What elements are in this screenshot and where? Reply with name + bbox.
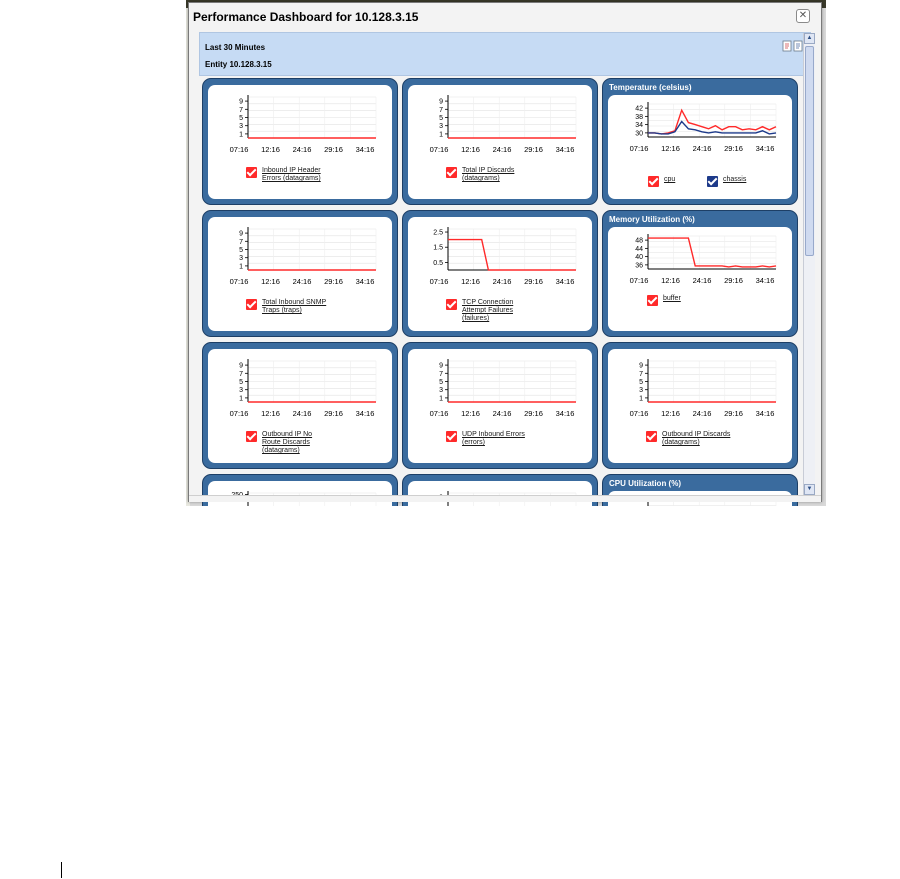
legend-item[interactable] (246, 299, 326, 315)
dialog-bottom-edge (189, 495, 821, 502)
x-tick-label: 29:16 (324, 145, 343, 154)
line-chart (408, 349, 594, 429)
x-tick-label: 12:16 (661, 276, 680, 285)
y-tick-label: 30 (635, 130, 643, 138)
panel-inbound-ip-header-errors (202, 78, 398, 205)
y-tick-label: 7 (239, 238, 243, 246)
series-label[interactable]: UDP Inbound Errors (errors) (462, 431, 525, 446)
x-tick-label: 12:16 (261, 277, 280, 286)
y-tick-label: 7 (239, 106, 243, 114)
series-label[interactable]: cpu (664, 176, 676, 183)
x-tick-label: 12:16 (661, 409, 680, 418)
x-tick-label: 07:16 (429, 409, 449, 418)
x-tick-label: 07:16 (229, 145, 249, 154)
line-chart (208, 349, 394, 429)
series-checkbox[interactable] (647, 295, 658, 306)
y-tick-label: 1 (239, 395, 243, 403)
series-label[interactable]: Total Inbound SNMP Traps (traps) (262, 299, 327, 314)
x-tick-label: 29:16 (324, 277, 343, 286)
scroll-thumb[interactable] (805, 46, 814, 256)
y-tick-label: 44 (635, 245, 643, 253)
x-tick-label: 29:16 (724, 276, 743, 285)
line-chart (608, 349, 794, 429)
series-label[interactable]: Total IP Discards (datagrams) (462, 167, 515, 182)
y-tick-label: 36 (635, 262, 643, 270)
y-tick-label: 3 (239, 123, 243, 131)
x-tick-label: 07:16 (229, 277, 249, 286)
x-tick-label: 07:16 (629, 144, 649, 153)
legend-item-chassis[interactable] (707, 176, 746, 187)
panel-title: Temperature (celsius) (609, 83, 692, 92)
x-tick-label: 07:16 (429, 277, 449, 286)
y-tick-label: 9 (239, 98, 243, 106)
x-tick-label: 24:16 (292, 145, 312, 154)
x-tick-label: 34:16 (555, 277, 575, 286)
panel-total-ip-discards (402, 78, 598, 205)
scroll-down-icon[interactable]: ▼ (804, 484, 815, 495)
y-tick-label: 5 (439, 115, 443, 122)
x-tick-label: 24:16 (692, 144, 712, 153)
y-tick-label: 42 (635, 105, 643, 113)
vertical-scrollbar[interactable] (803, 33, 815, 495)
x-tick-label: 24:16 (292, 409, 312, 418)
series-checkbox[interactable] (648, 176, 659, 187)
chart-card (408, 481, 592, 506)
y-tick-label: 1.5 (433, 244, 443, 252)
x-tick-label: 34:16 (355, 277, 375, 286)
x-tick-label: 29:16 (724, 144, 743, 153)
panel-memory-utilization (602, 210, 798, 337)
line-chart (408, 481, 594, 506)
x-tick-label: 34:16 (355, 409, 375, 418)
series-label[interactable]: buffer (663, 295, 681, 302)
time-range-label: Last 30 Minutes (205, 43, 266, 52)
y-tick-label: 2.5 (433, 229, 443, 237)
line-chart (608, 95, 794, 175)
x-tick-label: 07:16 (229, 409, 249, 418)
x-tick-label: 29:16 (524, 277, 543, 286)
x-tick-label: 34:16 (755, 276, 775, 285)
line-chart (208, 217, 394, 297)
series-checkbox[interactable] (246, 431, 257, 442)
x-tick-label: 24:16 (492, 409, 512, 418)
legend-item[interactable] (446, 299, 513, 323)
y-tick-label: 1 (239, 131, 243, 139)
panel-outbound-ip-discards (602, 342, 798, 469)
series-label[interactable]: chassis (723, 176, 747, 183)
legend-item[interactable] (646, 431, 730, 447)
y-tick-label: 5 (239, 247, 243, 254)
y-tick-label: 1 (239, 263, 243, 271)
series-checkbox[interactable] (707, 176, 718, 187)
series-label[interactable]: TCP Connection Attempt Failures (failures) (462, 299, 514, 322)
x-tick-label: 24:16 (692, 409, 712, 418)
panel-title: CPU Utilization (%) (609, 479, 681, 488)
scroll-up-icon[interactable]: ▲ (804, 33, 815, 44)
series-line-tcp-connection-attempt-failures-failures- (448, 240, 576, 270)
x-tick-label: 24:16 (692, 276, 712, 285)
y-tick-label: 38 (635, 113, 643, 121)
y-tick-label: 3 (439, 387, 443, 395)
series-checkbox[interactable] (646, 431, 657, 442)
panel-total-inbound-snmp-traps (202, 210, 398, 337)
x-tick-label: 34:16 (755, 409, 775, 418)
panel-temperature (602, 78, 798, 205)
x-tick-label: 34:16 (755, 144, 775, 153)
series-label[interactable]: Inbound IP Header Errors (datagrams) (262, 167, 321, 182)
y-tick-label: 9 (239, 230, 243, 238)
dialog-title: Performance Dashboard for 10.128.3.15 (193, 10, 419, 24)
x-tick-label: 29:16 (524, 145, 543, 154)
x-tick-label: 34:16 (555, 145, 575, 154)
y-tick-label: 9 (639, 362, 643, 370)
x-tick-label: 34:16 (355, 145, 375, 154)
x-tick-label: 12:16 (661, 144, 680, 153)
y-tick-label: 3 (239, 387, 243, 395)
y-tick-label: 1 (439, 395, 443, 403)
y-tick-label: 5 (239, 379, 243, 386)
x-tick-label: 24:16 (492, 145, 512, 154)
x-tick-label: 12:16 (461, 277, 480, 286)
y-tick-label: 3 (439, 123, 443, 131)
line-chart (408, 85, 594, 165)
y-tick-label: 5 (639, 379, 643, 386)
panel-tcp-connection-attempt-failures (402, 210, 598, 337)
export-icons[interactable] (782, 39, 804, 51)
screenshot-region (186, 0, 826, 506)
panel-outbound-ip-no-route-discards (202, 342, 398, 469)
y-tick-label: 7 (639, 370, 643, 378)
line-chart (608, 227, 794, 307)
y-tick-label: 9 (439, 362, 443, 370)
y-tick-label: 5 (439, 379, 443, 386)
x-tick-label: 12:16 (461, 145, 480, 154)
legend-item[interactable] (246, 431, 312, 455)
chart-card (208, 481, 392, 506)
line-chart (208, 85, 394, 165)
panel-udp-inbound-errors (402, 342, 598, 469)
y-tick-label: 7 (439, 370, 443, 378)
x-tick-label: 24:16 (492, 277, 512, 286)
series-checkbox[interactable] (246, 167, 257, 178)
series-label[interactable]: Outbound IP No Route Discards (datagrams) (262, 431, 313, 454)
legend-item-cpu[interactable] (648, 176, 675, 187)
y-tick-label: 1 (639, 395, 643, 403)
x-tick-label: 07:16 (429, 145, 449, 154)
entity-label: Entity 10.128.3.15 (205, 60, 272, 69)
legend-item[interactable] (446, 167, 514, 183)
x-tick-label: 29:16 (724, 409, 743, 418)
y-tick-label: 1 (439, 131, 443, 139)
x-tick-label: 34:16 (555, 409, 575, 418)
series-line-cpu (648, 110, 776, 134)
x-tick-label: 24:16 (292, 277, 312, 286)
legend-item[interactable] (647, 295, 681, 306)
y-tick-label: 40 (635, 254, 643, 262)
y-tick-label: 0.5 (433, 259, 443, 267)
y-tick-label: 3 (639, 387, 643, 395)
y-tick-label: 7 (439, 106, 443, 114)
x-tick-label: 07:16 (629, 276, 649, 285)
series-label[interactable]: Outbound IP Discards (datagrams) (662, 431, 731, 446)
y-tick-label: 9 (239, 362, 243, 370)
line-chart (408, 217, 594, 297)
y-tick-label: 5 (239, 115, 243, 122)
series-checkbox[interactable] (446, 299, 457, 310)
performance-dashboard-dialog (188, 2, 822, 502)
y-tick-label: 9 (439, 98, 443, 106)
x-tick-label: 29:16 (524, 409, 543, 418)
panel-title: Memory Utilization (%) (609, 215, 695, 224)
x-tick-label: 07:16 (629, 409, 649, 418)
y-tick-label: 3 (239, 255, 243, 263)
line-chart (208, 481, 394, 506)
x-tick-label: 12:16 (461, 409, 480, 418)
chart-card (608, 227, 792, 331)
x-tick-label: 12:16 (261, 145, 280, 154)
series-checkbox[interactable] (446, 431, 457, 442)
chart-card (608, 95, 792, 199)
page-rule (61, 862, 62, 878)
x-tick-label: 12:16 (261, 409, 280, 418)
legend-item[interactable] (446, 431, 525, 447)
series-checkbox[interactable] (246, 299, 257, 310)
info-bar (199, 32, 811, 76)
y-tick-label: 48 (635, 237, 643, 245)
legend-item[interactable] (246, 167, 321, 183)
y-tick-label: 34 (635, 122, 643, 130)
close-button[interactable]: ✕ (796, 9, 810, 23)
y-tick-label: 7 (239, 370, 243, 378)
export-document-icon[interactable] (782, 40, 804, 52)
x-tick-label: 29:16 (324, 409, 343, 418)
series-checkbox[interactable] (446, 167, 457, 178)
